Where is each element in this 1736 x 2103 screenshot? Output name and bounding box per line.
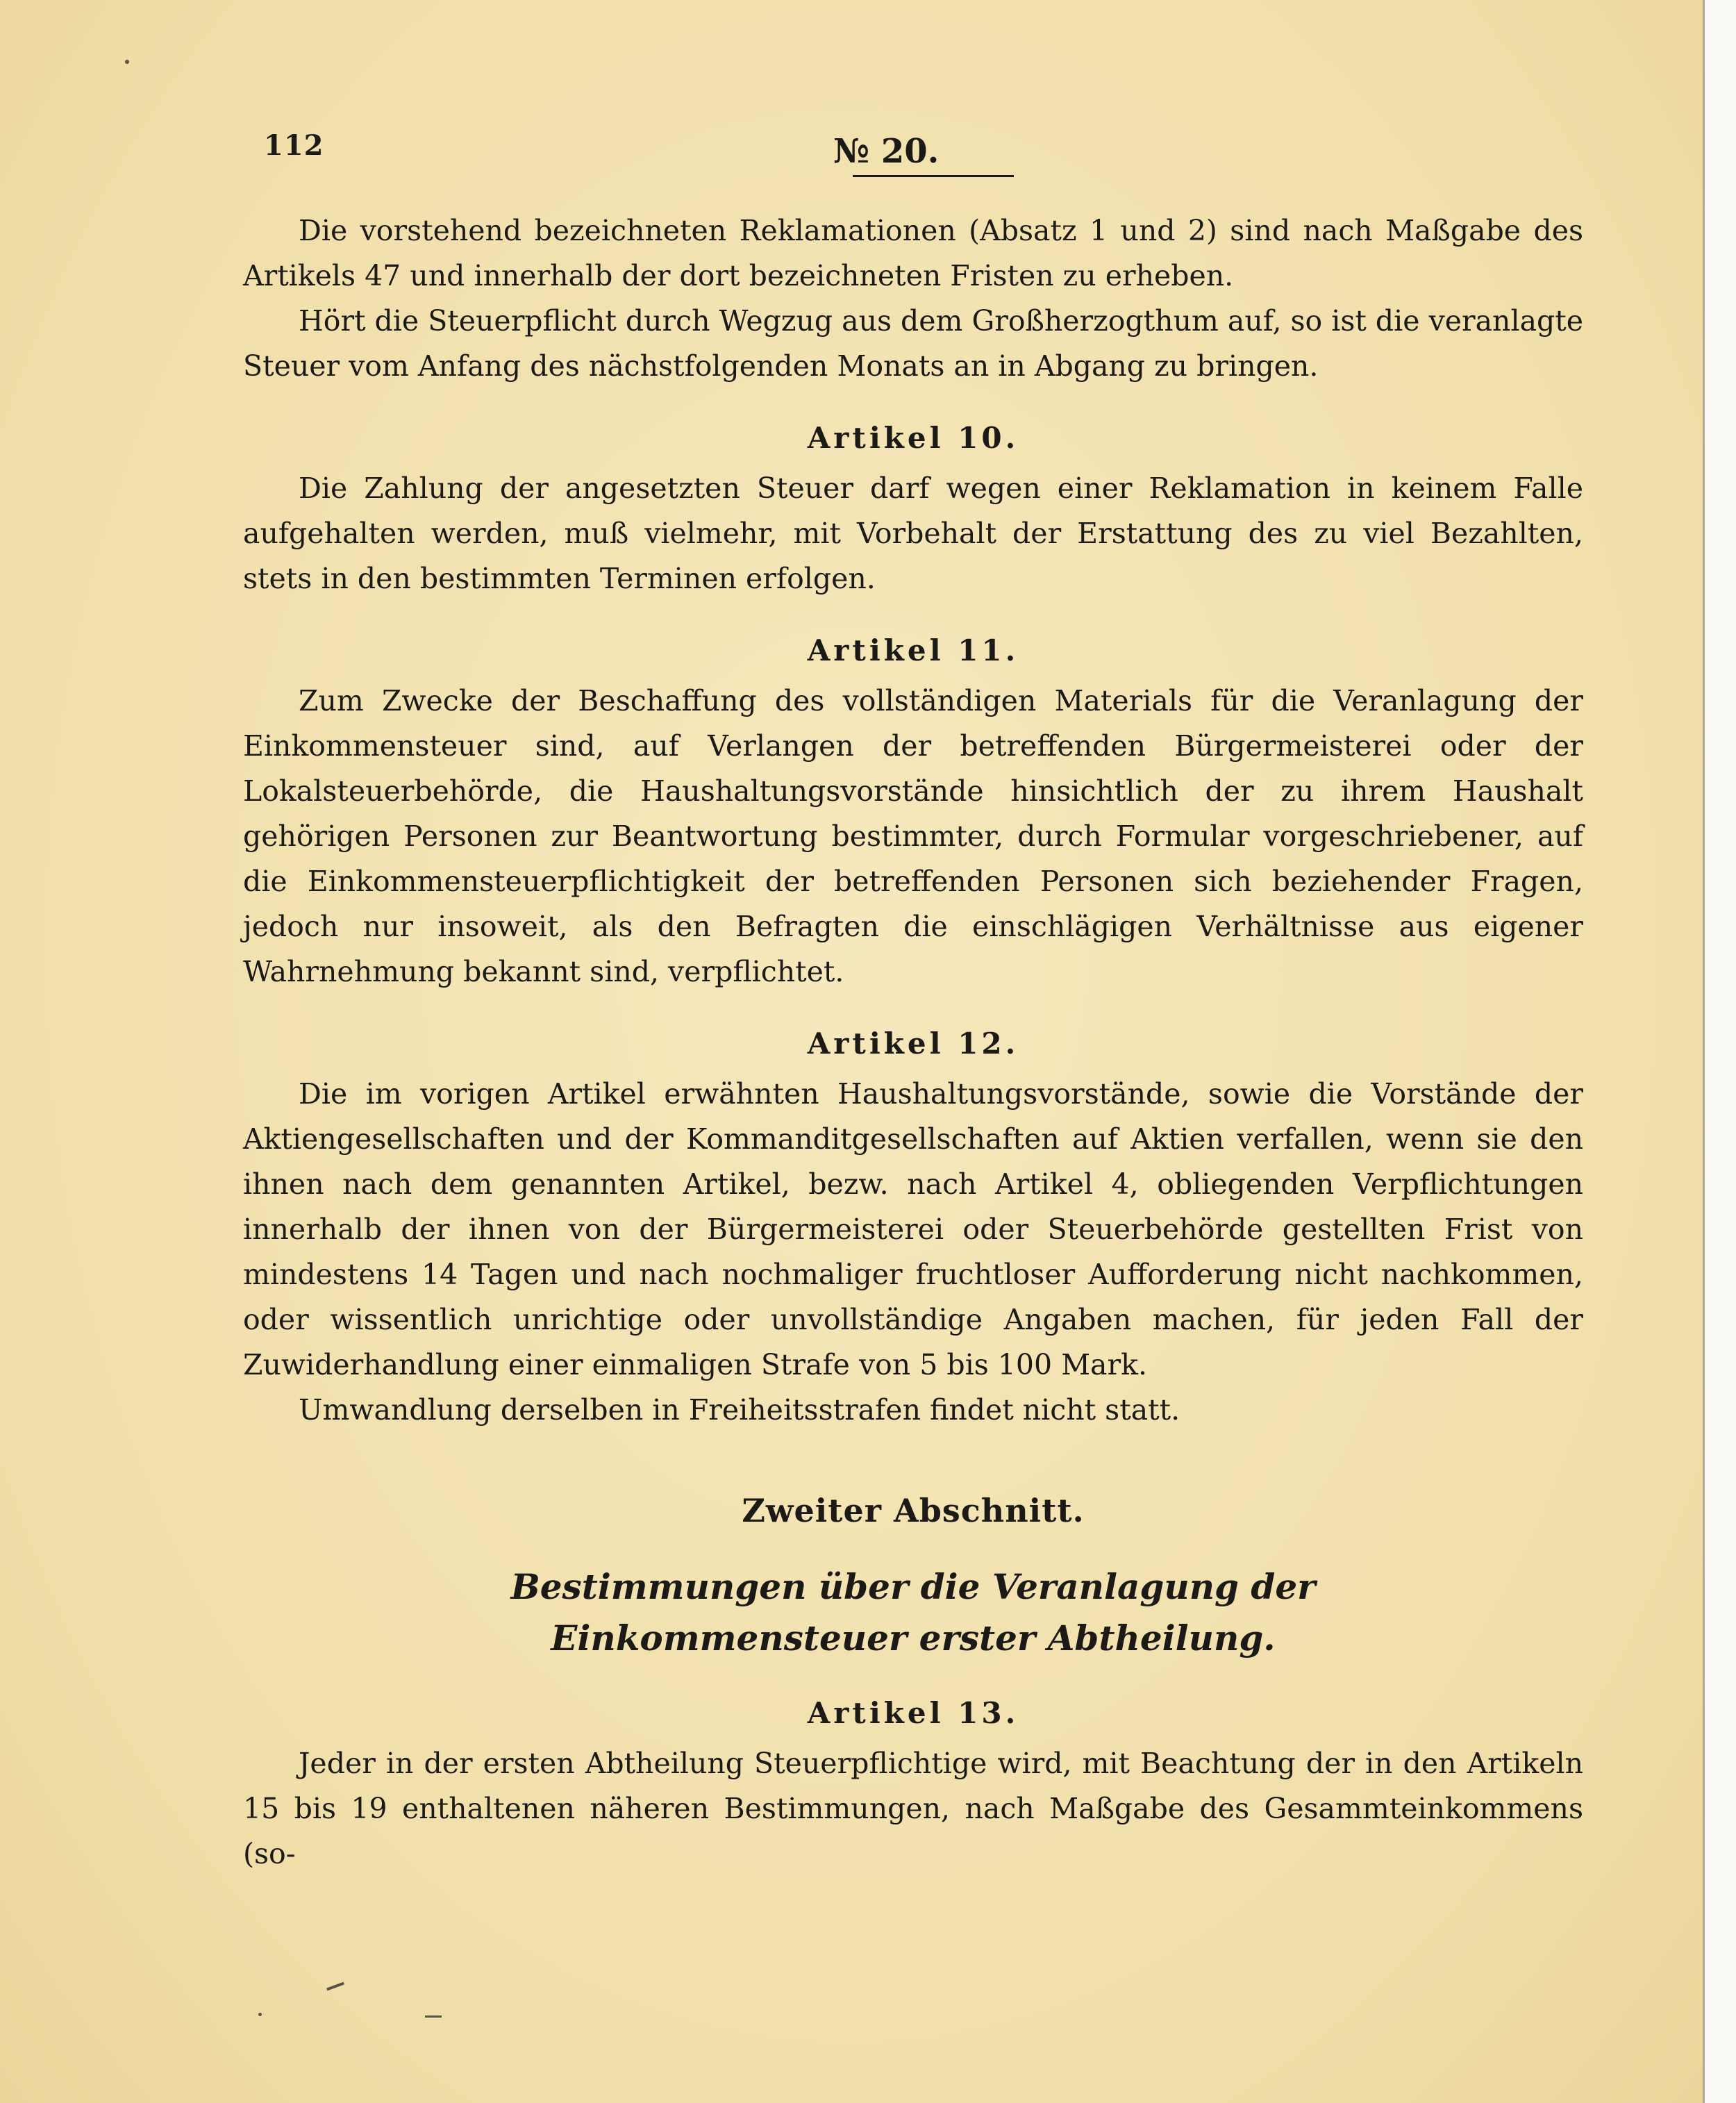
intro-paragraph: Die vorstehend bezeichneten Reklamationen (Absatz 1 und 2) sind nach Maßgabe des Artikels 47 und innerhalb der dort bezeichneten Fristen zu erheben.	[243, 214, 1583, 292]
dust-speck	[425, 2015, 442, 2018]
article-paragraph: Umwandlung derselben in Freiheitsstrafen findet nicht statt.	[299, 1393, 1180, 1427]
dust-speck	[258, 2013, 262, 2016]
page-number: 112	[264, 129, 324, 162]
article-heading: Artikel 10.	[807, 421, 1019, 455]
intro-paragraph: Hört die Steuerpflicht durch Wegzug aus dem Großherzogthum auf, so ist die veranlagte Steuer vom Anfang des nächstfolgenden Monats an in Abgang zu bringen.	[243, 304, 1584, 383]
dust-speck	[326, 1982, 344, 1991]
article-heading: Artikel 11.	[807, 633, 1019, 667]
dust-speck	[125, 60, 129, 64]
issue-number: № 20.	[833, 132, 940, 171]
article-heading: Artikel 12.	[807, 1026, 1019, 1061]
article-heading: Artikel 13.	[807, 1696, 1019, 1730]
section-title: Zweiter Abschnitt.	[742, 1492, 1085, 1529]
page-header	[0, 129, 1703, 171]
issue-underline	[853, 175, 1014, 177]
article-paragraph: Die im vorigen Artikel erwähnten Haushaltungsvorstände, sowie die Vorstände der Aktiengesellschaften und der Kommanditgesellschaften auf Aktien verfallen, wenn sie den ihnen nach dem genannten Artikel, bezw. nach Artikel 4, obliegenden Verpflichtungen innerhalb der ihnen von der Bürgermeisterei oder Steuerbehörde gestellten Frist von mindestens 14 Tagen und nach nochmaliger fruchtloser Aufforderung nicht nachkommen, oder wissentlich unrichtige oder unvollständige Angaben machen, für jeden Fall der Zuwiderhandlung einer einmaligen Strafe von 5 bis 100 Mark.	[243, 1077, 1583, 1381]
article-paragraph: Die Zahlung der angesetzten Steuer darf wegen einer Reklamation in keinem Falle aufgehalten werden, muß vielmehr, mit Vorbehalt der Erstattung des zu viel Bezahlten, stets in den bestimmten Terminen erfolgen.	[243, 472, 1583, 595]
article-paragraph: Zum Zwecke der Beschaffung des vollständigen Materials für die Veranlagung der Einkommensteuer sind, auf Verlangen der betreffenden Bürgermeisterei oder der Lokalsteuerbehörde, die Haushaltungsvorstände hinsichtlich der zu ihrem Haushalt gehörigen Personen zur Beantwortung bestimmter, durch Formular vorgeschriebener, auf die Einkommensteuerpflichtigkeit der betreffenden Personen sich beziehender Fragen, jedoch nur insoweit, als den Befragten die einschlägigen Verhältnisse aus eigener Wahrnehmung bekannt sind, verpflichtet.	[243, 684, 1583, 988]
scan-edge	[1703, 0, 1736, 2103]
subsection-title: Bestimmungen über die Veranlagung der Einkommensteuer erster Abtheilung.	[510, 1566, 1316, 1659]
article-paragraph: Jeder in der ersten Abtheilung Steuerpflichtige wird, mit Beachtung der in den Artikeln 15 bis 19 enthaltenen näheren Bestimmungen, nach Maßgabe des Gesammteinkommens (so-	[243, 1747, 1583, 1870]
document-body	[243, 208, 1583, 1877]
